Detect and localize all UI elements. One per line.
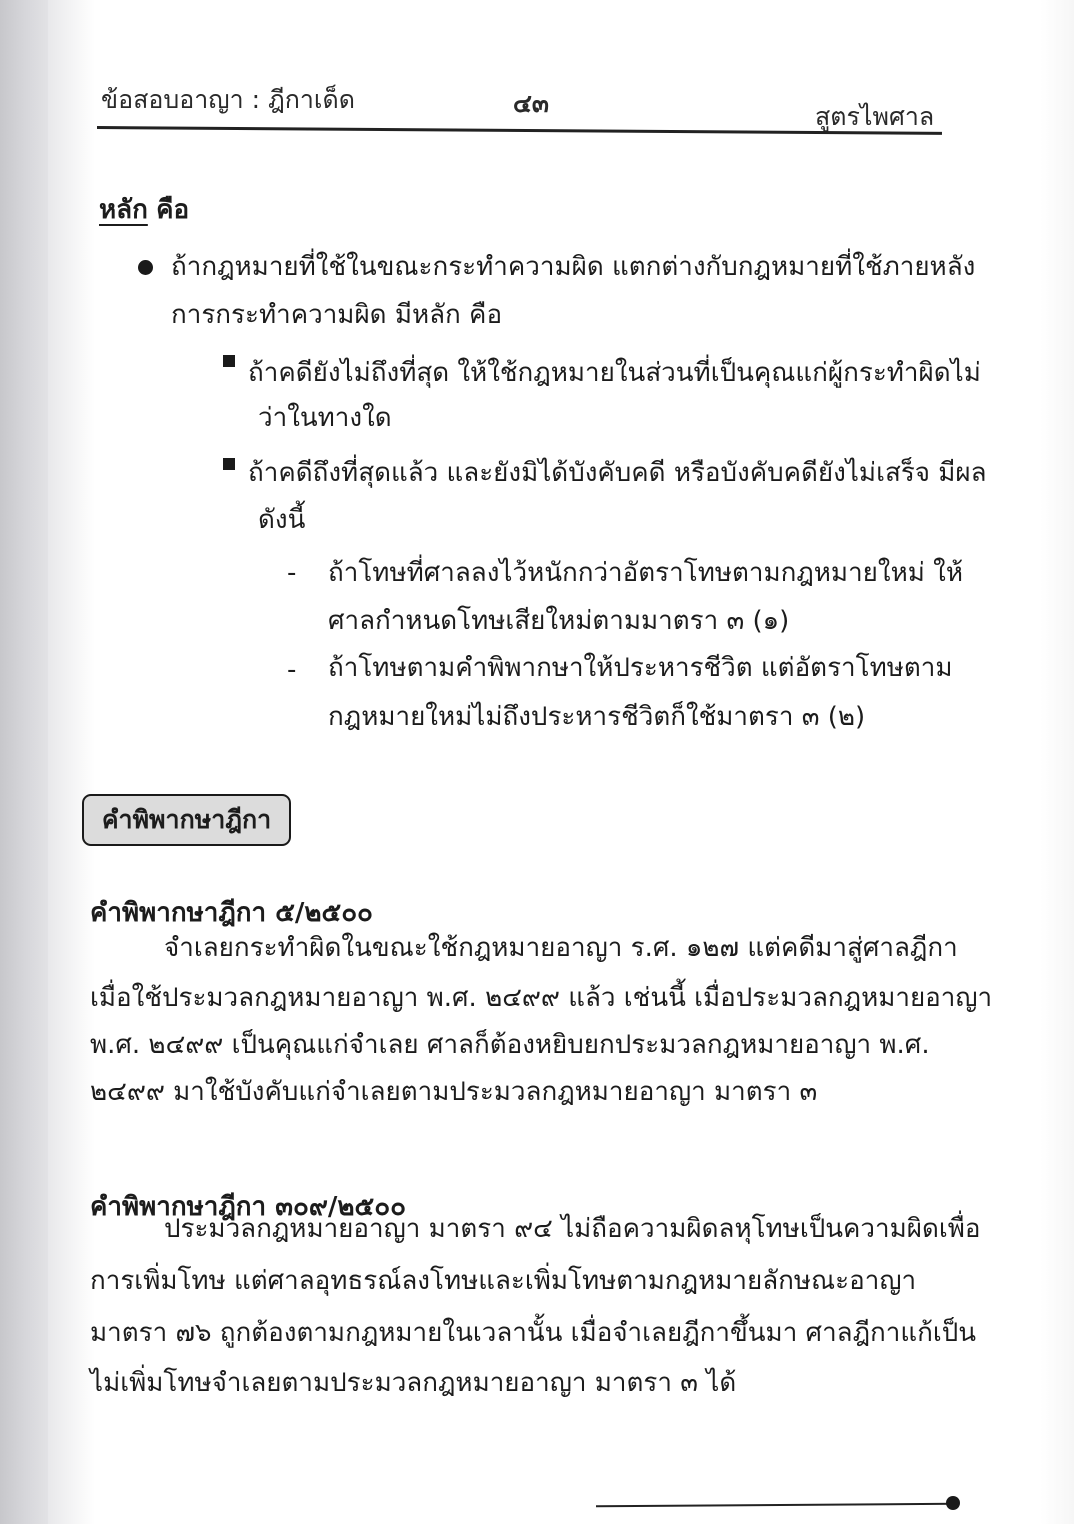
dash-marker: - xyxy=(287,558,297,588)
sub-bullet-2-line2: ดังนี้ xyxy=(258,505,306,535)
principle-label-suffix: คือ xyxy=(156,195,190,225)
case-2-line3: มาตรา ๗๖ ถูกต้องตามกฎหมายในเวลานั้น เมื่อจำเลยฎีกาขึ้นมา ศาลฎีกาแก้เป็น xyxy=(90,1318,977,1348)
sub-bullet-2-line1: ถ้าคดีถึงที่สุดแล้ว และยังมิได้บังคับคดี หรือบังคับคดียังไม่เสร็จ มีผล xyxy=(248,458,987,488)
dash-2-line1: ถ้าโทษตามคำพิพากษาให้ประหารชีวิต แต่อัตราโทษตาม xyxy=(328,653,953,683)
section-heading-box xyxy=(82,794,291,846)
principle-heading xyxy=(99,195,189,226)
square-bullet-icon xyxy=(223,458,235,470)
page-number: ๔๓ xyxy=(513,89,550,118)
book-spine-shadow xyxy=(0,0,48,1524)
principle-label: หลัก xyxy=(99,195,148,225)
header-book-title: ข้อสอบอาญา : ฎีกาเด็ด xyxy=(101,85,355,114)
square-bullet-icon xyxy=(223,355,235,367)
principle-bullet-line2: การกระทำความผิด มีหลัก คือ xyxy=(171,300,503,330)
header-author: สูตรไพศาล xyxy=(815,102,935,131)
case-2-title: คำพิพากษาฎีกา ๓๐๙/๒๕๐๐ xyxy=(90,1192,406,1222)
case-1-line3: พ.ศ. ๒๔๙๙ เป็นคุณแก่จำเลย ศาลก็ต้องหยิบยกประมวลกฎหมายอาญา พ.ศ. xyxy=(90,1030,930,1060)
section-heading: คำพิพากษาฎีกา xyxy=(101,805,272,834)
dash-1-line2: ศาลกำหนดโทษเสียใหม่ตามมาตรา ๓ (๑) xyxy=(328,606,790,636)
case-2-line1: ประมวลกฎหมายอาญา มาตรา ๙๔ ไม่ถือความผิดลหุโทษเป็นความผิดเพื่อ xyxy=(164,1214,981,1244)
case-1-line2: เมื่อใช้ประมวลกฎหมายอาญา พ.ศ. ๒๔๙๙ แล้ว เช่นนี้ เมื่อประมวลกฎหมายอาญา xyxy=(90,983,993,1013)
case-1-line1: จำเลยกระทำผิดในขณะใช้กฎหมายอาญา ร.ศ. ๑๒๗ แต่คดีมาสู่ศาลฎีกา xyxy=(164,933,958,963)
case-1-title: คำพิพากษาฎีกา ๕/๒๕๐๐ xyxy=(90,898,373,928)
dash-marker: - xyxy=(287,655,297,685)
case-2-line2: การเพิ่มโทษ แต่ศาลอุทธรณ์ลงโทษและเพิ่มโทษตามกฎหมายลักษณะอาญา xyxy=(90,1266,917,1296)
principle-bullet-line1: ถ้ากฎหมายที่ใช้ในขณะกระทำความผิด แตกต่างกับกฎหมายที่ใช้ภายหลัง xyxy=(171,252,976,282)
case-2-line4: ไม่เพิ่มโทษจำเลยตามประมวลกฎหมายอาญา มาตรา ๓ ได้ xyxy=(90,1368,737,1398)
dash-1-line1: ถ้าโทษที่ศาลลงไว้หนักกว่าอัตราโทษตามกฎหมายใหม่ ให้ xyxy=(328,558,963,588)
dash-2-line2: กฎหมายใหม่ไม่ถึงประหารชีวิตก็ใช้มาตรา ๓ (๒) xyxy=(328,702,866,732)
sub-bullet-1-line2: ว่าในทางใด xyxy=(258,403,392,433)
footer-dot-icon xyxy=(946,1496,960,1510)
case-1-line4: ๒๔๙๙ มาใช้บังคับแก่จำเลยตามประมวลกฎหมายอาญา มาตรา ๓ xyxy=(90,1077,818,1107)
sub-bullet-1-line1: ถ้าคดียังไม่ถึงที่สุด ให้ใช้กฎหมายในส่วนที่เป็นคุณแก่ผู้กระทำผิดไม่ xyxy=(248,358,981,388)
bullet-dot-icon xyxy=(138,260,153,275)
